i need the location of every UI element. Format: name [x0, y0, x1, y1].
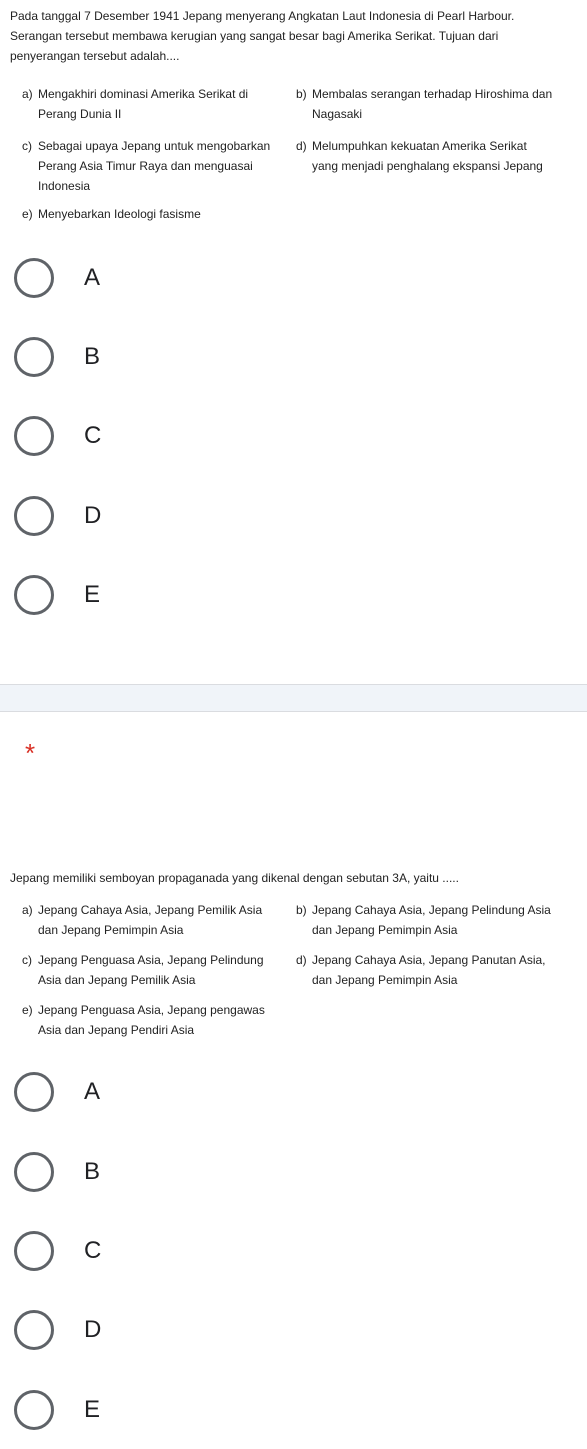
question-1-line: Pada tanggal 7 Desember 1941 Jepang menyerang Angkatan Laut Indonesia di Pearl Harbour.	[10, 9, 515, 23]
option-letter: c)	[22, 953, 32, 967]
choice-label: B	[84, 343, 101, 370]
option-line: Perang Asia Timur Raya dan menguasai	[38, 159, 253, 173]
option-line: Membalas serangan terhadap Hiroshima dan	[312, 87, 553, 101]
question-1-option-e	[22, 204, 282, 224]
option-line: Jepang Cahaya Asia, Jepang Pelindung Asia	[312, 903, 551, 917]
option-line: Sebagai upaya Jepang untuk mengobarkan	[38, 139, 271, 153]
radio-button-circle-icon[interactable]	[14, 1390, 54, 1430]
radio-button-circle-icon[interactable]	[14, 1310, 54, 1350]
choice-label: B	[84, 1158, 101, 1185]
required-asterisk: *	[25, 738, 36, 768]
radio-button-circle-icon[interactable]	[14, 416, 54, 456]
option-line: Jepang Cahaya Asia, Jepang Panutan Asia,	[312, 953, 546, 967]
question-1-option-b	[296, 84, 586, 124]
question-1-option-c	[22, 136, 292, 196]
radio-button-circle-icon[interactable]	[14, 337, 54, 377]
question-1-option-a	[22, 84, 282, 124]
question-1-choice-a[interactable]	[14, 256, 100, 300]
option-line: Asia dan Jepang Pendiri Asia	[38, 1023, 195, 1037]
question-2-choice-c[interactable]	[14, 1229, 101, 1273]
option-line: Asia dan Jepang Pemilik Asia	[38, 973, 196, 987]
option-line: Jepang Penguasa Asia, Jepang Pelindung	[38, 953, 264, 967]
question-1-option-d	[296, 136, 586, 176]
option-line: Melumpuhkan kekuatan Amerika Serikat	[312, 139, 527, 153]
question-1-choice-c[interactable]	[14, 414, 101, 458]
question-2-option-b	[296, 900, 586, 940]
section-divider	[0, 684, 587, 712]
radio-button-circle-icon[interactable]	[14, 1072, 54, 1112]
option-line: yang menjadi penghalang ekspansi Jepang	[312, 159, 543, 173]
choice-label: C	[84, 1237, 102, 1264]
radio-button-circle-icon[interactable]	[14, 258, 54, 298]
question-2-choice-d[interactable]	[14, 1308, 101, 1352]
question-1-choice-d[interactable]	[14, 494, 101, 538]
question-2-text: Jepang memiliki semboyan propaganada yang dikenal dengan sebutan 3A, yaitu .....	[10, 871, 459, 885]
question-2-choice-e[interactable]	[14, 1388, 100, 1432]
option-line: Mengakhiri dominasi Amerika Serikat di	[38, 87, 249, 101]
question-2-option-c	[22, 950, 292, 990]
question-2-option-a	[22, 900, 292, 940]
option-line: Nagasaki	[312, 107, 363, 121]
choice-label: E	[84, 581, 101, 608]
question-2-option-d	[296, 950, 586, 990]
option-letter: a)	[22, 87, 33, 101]
option-letter: e)	[22, 1003, 33, 1017]
question-2-choice-a[interactable]	[14, 1070, 100, 1114]
option-line: Menyebarkan Ideologi fasisme	[38, 207, 201, 221]
choice-label: A	[84, 1078, 101, 1105]
question-1-line: penyerangan tersebut adalah....	[10, 49, 180, 63]
option-line: dan Jepang Pemimpin Asia	[312, 973, 458, 987]
question-1-line: Serangan tersebut membawa kerugian yang sangat besar bagi Amerika Serikat. Tujuan dari	[10, 29, 499, 43]
question-1-choice-b[interactable]	[14, 335, 100, 379]
radio-button-circle-icon[interactable]	[14, 575, 54, 615]
question-2-choice-b[interactable]	[14, 1150, 100, 1194]
option-line: dan Jepang Pemimpin Asia	[38, 923, 184, 937]
question-1-choice-e[interactable]	[14, 573, 100, 617]
radio-button-circle-icon[interactable]	[14, 496, 54, 536]
option-letter: b)	[296, 903, 307, 917]
option-letter: b)	[296, 87, 307, 101]
option-line: dan Jepang Pemimpin Asia	[312, 923, 458, 937]
choice-label: D	[84, 502, 102, 529]
option-letter: c)	[22, 139, 32, 153]
question-2-option-e	[22, 1000, 292, 1040]
option-line: Perang Dunia II	[38, 107, 122, 121]
choice-label: E	[84, 1396, 101, 1423]
option-letter: e)	[22, 207, 33, 221]
radio-button-circle-icon[interactable]	[14, 1152, 54, 1192]
option-letter: a)	[22, 903, 33, 917]
question-1-text	[10, 6, 580, 66]
option-letter: d)	[296, 139, 307, 153]
choice-label: A	[84, 264, 101, 291]
option-line: Jepang Cahaya Asia, Jepang Pemilik Asia	[38, 903, 263, 917]
radio-button-circle-icon[interactable]	[14, 1231, 54, 1271]
choice-label: C	[84, 422, 102, 449]
option-line: Indonesia	[38, 179, 91, 193]
choice-label: D	[84, 1316, 102, 1343]
option-letter: d)	[296, 953, 307, 967]
option-line: Jepang Penguasa Asia, Jepang pengawas	[38, 1003, 265, 1017]
